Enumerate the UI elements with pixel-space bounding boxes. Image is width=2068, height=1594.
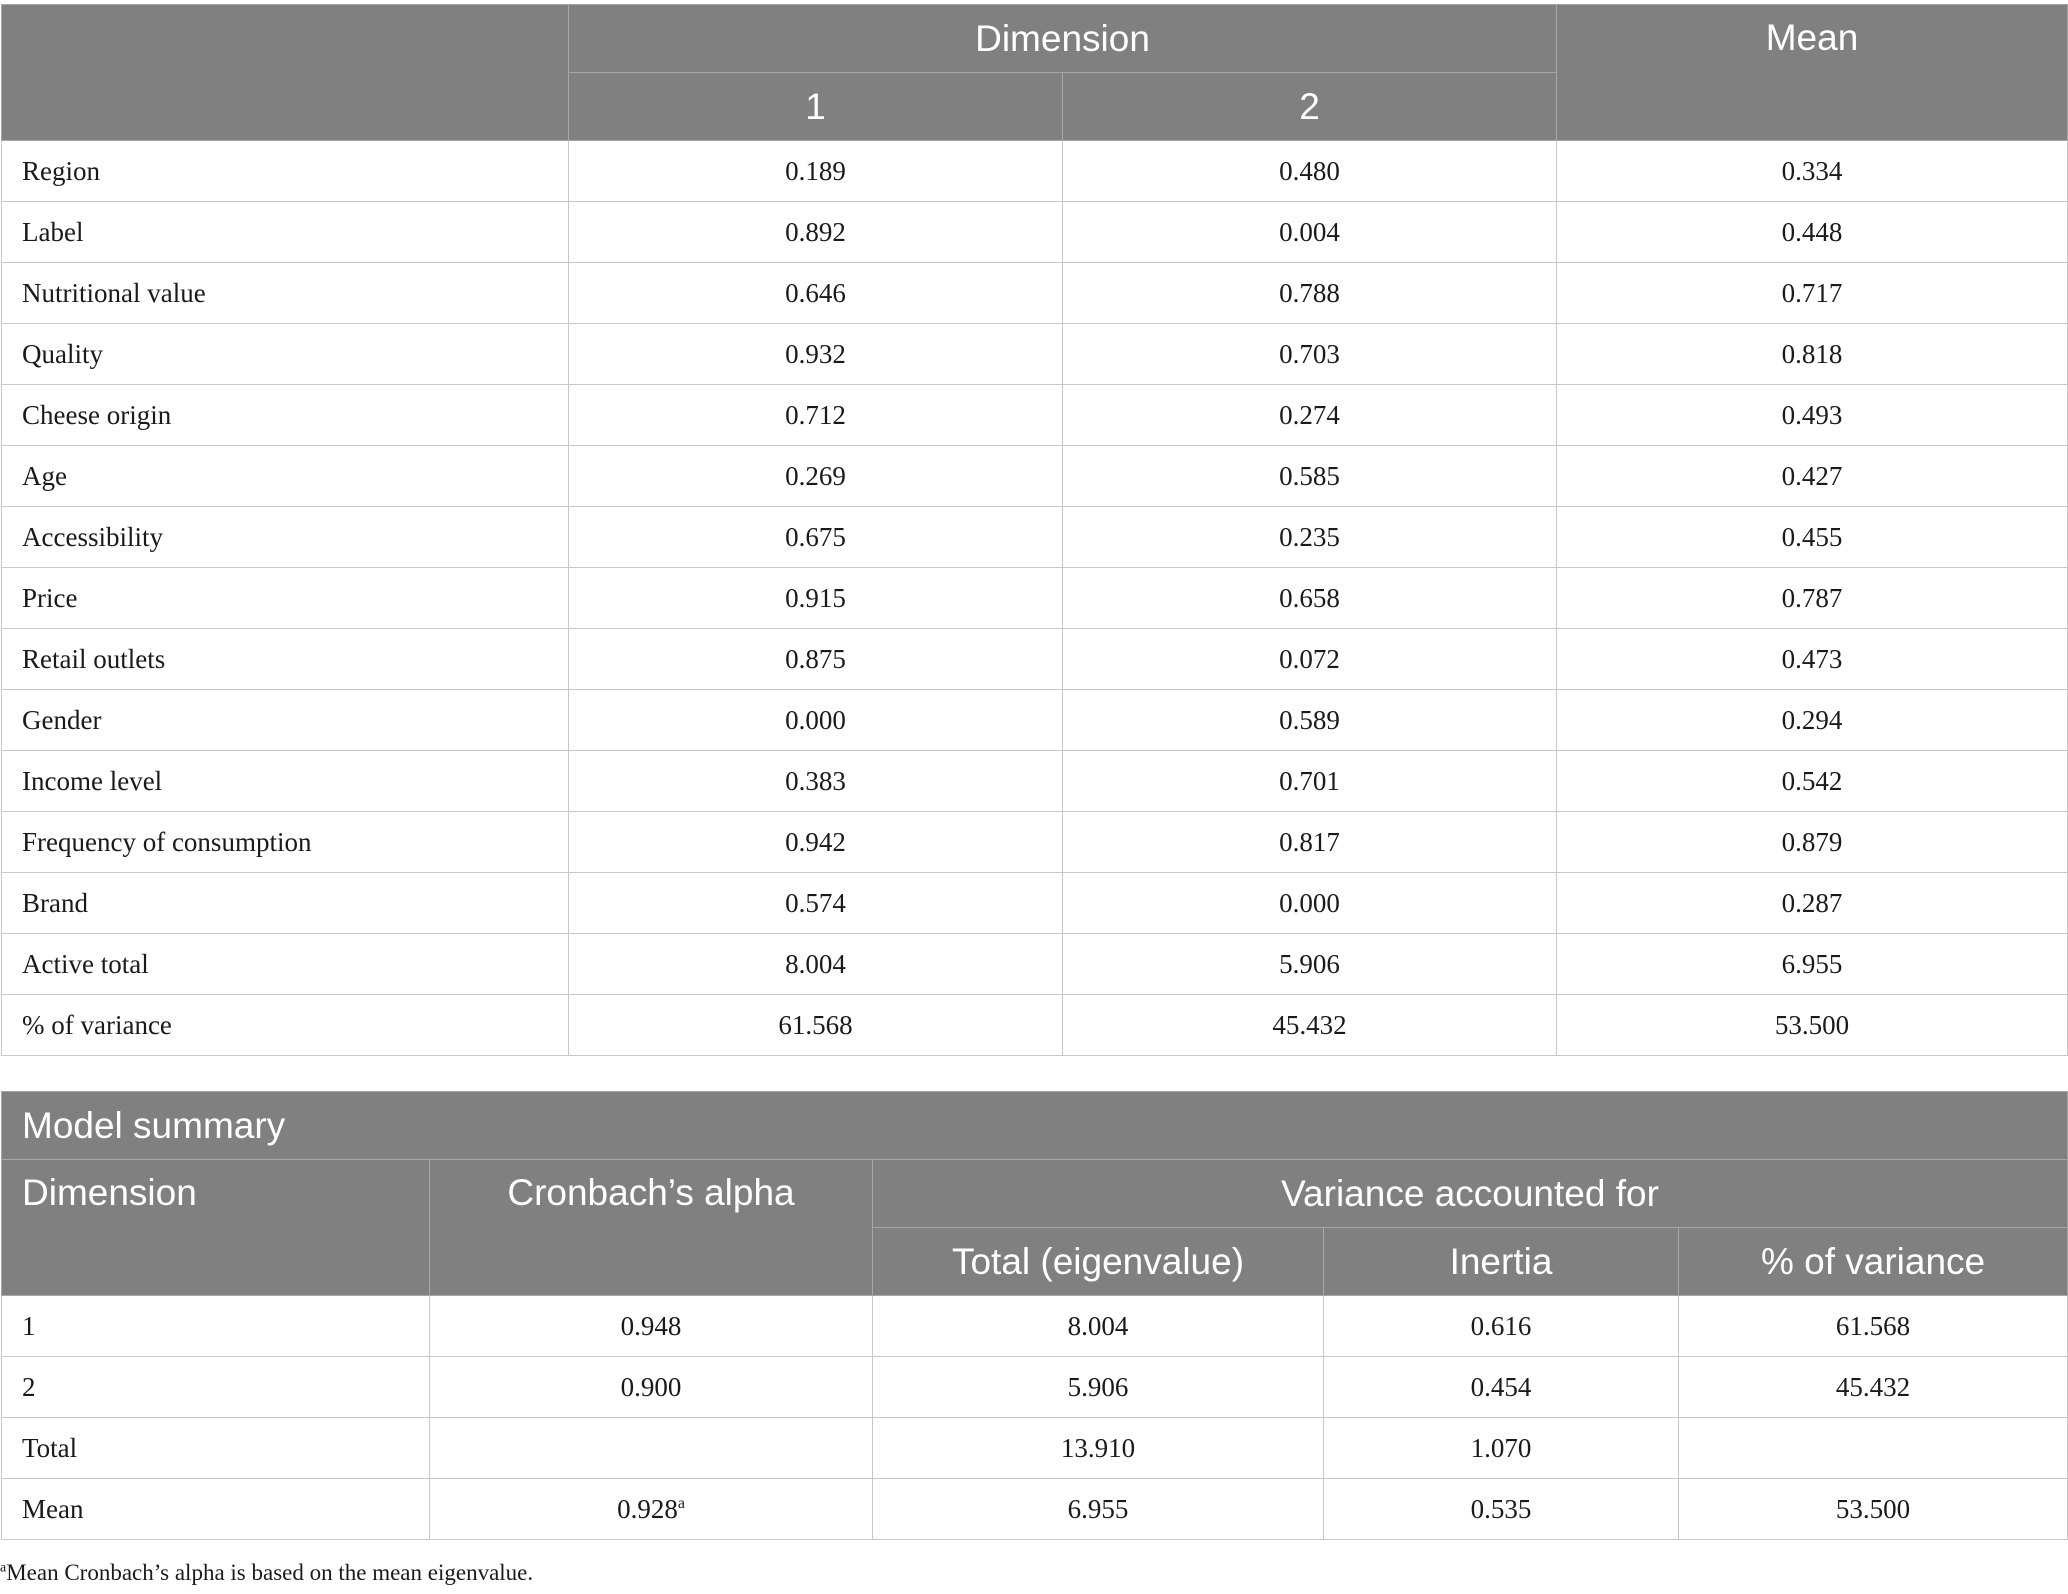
alpha-value: 0.900 [620,1371,682,1402]
footnote-text: Mean Cronbach’s alpha is based on the mean eigenvalue. [6,1560,534,1585]
model-summary-table [1,1091,2068,1540]
cell-dim1: 0.932 [569,324,1063,385]
cell-total: 8.004 [873,1296,1324,1357]
cell-dim1: 0.712 [569,385,1063,446]
header-dim-1: 1 [569,73,1063,141]
table-row [2,751,2068,812]
cell-mean: 0.427 [1557,446,2068,507]
cell-mean: 0.818 [1557,324,2068,385]
cell-mean: 6.955 [1557,934,2068,995]
table-row [2,568,2068,629]
header-dimension: Dimension [569,5,1557,73]
table-row [2,873,2068,934]
cell-dim2: 0.589 [1063,690,1557,751]
row-label: Price [2,568,569,629]
table-row [2,1479,2068,1540]
cell-mean: 0.455 [1557,507,2068,568]
cell-dim1: 0.189 [569,141,1063,202]
cell-dim1: 0.000 [569,690,1063,751]
cell-percent: 53.500 [1679,1479,2068,1540]
table-row [2,629,2068,690]
cell-mean: 0.542 [1557,751,2068,812]
row-label: Income level [2,751,569,812]
alpha-value: 0.928 [617,1493,678,1524]
cell-dim1: 0.915 [569,568,1063,629]
header-total-eigenvalue: Total (eigenvalue) [873,1228,1324,1296]
table-row [2,324,2068,385]
row-label: Mean [2,1479,430,1540]
header-cronbach-alpha: Cronbach’s alpha [430,1160,873,1296]
cell-dim2: 0.701 [1063,751,1557,812]
table-row [2,1418,2068,1479]
row-label: Gender [2,690,569,751]
cell-dim1: 0.675 [569,507,1063,568]
row-label: 2 [2,1357,430,1418]
cell-mean: 0.493 [1557,385,2068,446]
cell-dim1: 0.646 [569,263,1063,324]
row-label: Active total [2,934,569,995]
header-dimension: Dimension [2,1160,430,1296]
cell-inertia: 1.070 [1324,1418,1679,1479]
cell-alpha [430,1296,873,1357]
alpha-value: 0.948 [620,1310,682,1341]
row-label: Brand [2,873,569,934]
header-blank [2,5,569,141]
table-row [2,202,2068,263]
row-label: Cheese origin [2,385,569,446]
cell-dim2: 0.274 [1063,385,1557,446]
cell-mean: 0.294 [1557,690,2068,751]
row-label: % of variance [2,995,569,1056]
table-row [2,934,2068,995]
cell-dim2: 0.788 [1063,263,1557,324]
cell-alpha [430,1418,873,1479]
footnote-marker: a [0,1560,7,1576]
cell-mean: 0.287 [1557,873,2068,934]
cell-mean: 0.473 [1557,629,2068,690]
table-row [2,1296,2068,1357]
cell-mean: 0.717 [1557,263,2068,324]
cell-mean: 0.879 [1557,812,2068,873]
row-label: Total [2,1418,430,1479]
cell-dim2: 0.072 [1063,629,1557,690]
header-mean: Mean [1557,5,2068,141]
cell-dim1: 0.269 [569,446,1063,507]
cell-total: 5.906 [873,1357,1324,1418]
cell-percent [1679,1418,2068,1479]
row-label: Nutritional value [2,263,569,324]
header-variance-accounted: Variance accounted for [873,1160,2068,1228]
table-row [2,263,2068,324]
table-row [2,1357,2068,1418]
cell-dim2: 0.585 [1063,446,1557,507]
row-label: Frequency of consumption [2,812,569,873]
header-percent-variance: % of variance [1679,1228,2068,1296]
footnote [0,1560,533,1586]
cell-dim2: 0.000 [1063,873,1557,934]
cell-dim2: 0.658 [1063,568,1557,629]
table-row [2,812,2068,873]
row-label: Quality [2,324,569,385]
cell-dim2: 0.004 [1063,202,1557,263]
cell-percent: 61.568 [1679,1296,2068,1357]
row-label: Accessibility [2,507,569,568]
row-label: Retail outlets [2,629,569,690]
row-label: Region [2,141,569,202]
cell-mean: 0.787 [1557,568,2068,629]
row-label: Age [2,446,569,507]
model-summary-title: Model summary [2,1092,2068,1160]
cell-dim1: 0.574 [569,873,1063,934]
row-label: Label [2,202,569,263]
cell-mean: 0.448 [1557,202,2068,263]
cell-inertia: 0.535 [1324,1479,1679,1540]
dimension-table [1,4,2068,1056]
cell-inertia: 0.616 [1324,1296,1679,1357]
cell-dim2: 45.432 [1063,995,1557,1056]
cell-dim1: 0.942 [569,812,1063,873]
cell-dim1: 0.383 [569,751,1063,812]
table-row [2,690,2068,751]
cell-dim2: 0.703 [1063,324,1557,385]
cell-dim2: 0.817 [1063,812,1557,873]
cell-percent: 45.432 [1679,1357,2068,1418]
table-row [2,446,2068,507]
cell-total: 6.955 [873,1479,1324,1540]
cell-dim1: 61.568 [569,995,1063,1056]
cell-alpha [430,1479,873,1540]
cell-dim2: 0.235 [1063,507,1557,568]
cell-mean: 53.500 [1557,995,2068,1056]
cell-mean: 0.334 [1557,141,2068,202]
table-row [2,995,2068,1056]
table-row [2,507,2068,568]
cell-inertia: 0.454 [1324,1357,1679,1418]
cell-dim2: 0.480 [1063,141,1557,202]
row-label: 1 [2,1296,430,1357]
table-row [2,141,2068,202]
table-row [2,385,2068,446]
cell-dim1: 0.875 [569,629,1063,690]
cell-dim2: 5.906 [1063,934,1557,995]
header-inertia: Inertia [1324,1228,1679,1296]
header-dim-2: 2 [1063,73,1557,141]
cell-alpha [430,1357,873,1418]
alpha-footnote-marker: a [677,1494,685,1512]
cell-dim1: 8.004 [569,934,1063,995]
cell-dim1: 0.892 [569,202,1063,263]
cell-total: 13.910 [873,1418,1324,1479]
